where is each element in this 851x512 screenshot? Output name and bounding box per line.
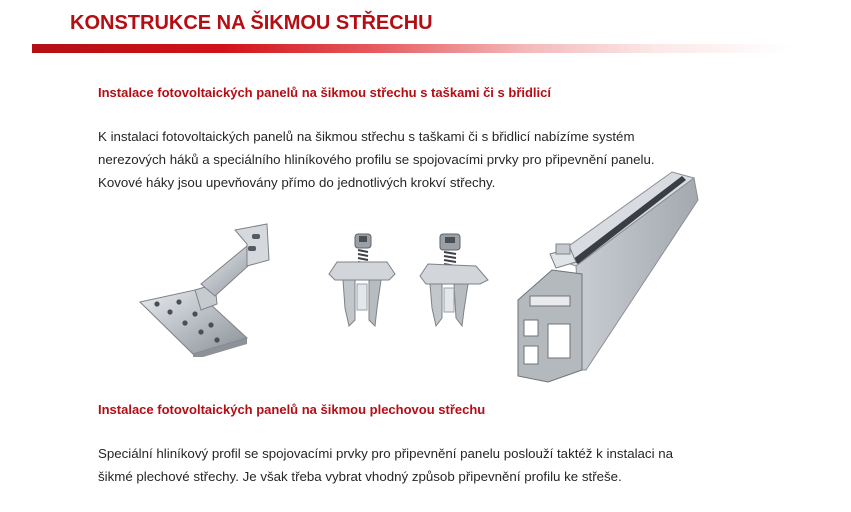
section-heading-metal-roof: Instalace fotovoltaických panelů na šikmou plechovou střechu bbox=[98, 402, 486, 417]
section-heading-tiled-roof: Instalace fotovoltaických panelů na šikmou střechu s taškami či s břidlicí bbox=[98, 85, 551, 100]
roof-hook-image bbox=[135, 222, 280, 357]
page-title: KONSTRUKCE NA ŠIKMOU STŘECHU bbox=[70, 12, 433, 34]
section-paragraph-metal-roof bbox=[98, 442, 673, 488]
paragraph-line: K instalaci fotovoltaických panelů na šikmou střechu s taškami či s břidlicí nabízíme systém bbox=[98, 129, 635, 144]
paragraph-line: Kovové háky jsou upevňovány přímo do jednotlivých krokví střechy. bbox=[98, 175, 496, 190]
end-clamp-image bbox=[418, 232, 490, 332]
aluminium-profile-image bbox=[512, 170, 702, 385]
paragraph-line: Speciální hliníkový profil se spojovacími prvky pro připevnění panelu poslouží taktéž k instalaci na bbox=[98, 446, 674, 461]
mid-clamp-image bbox=[325, 228, 397, 330]
title-divider bbox=[32, 44, 792, 53]
paragraph-line: nerezových háků a speciálního hliníkového profilu se spojovacími prvky pro připevnění panelu. bbox=[98, 152, 655, 167]
paragraph-line: šikmé plechové střechy. Je však třeba vybrat vhodný způsob připevnění profilu ke střeše. bbox=[98, 469, 622, 484]
